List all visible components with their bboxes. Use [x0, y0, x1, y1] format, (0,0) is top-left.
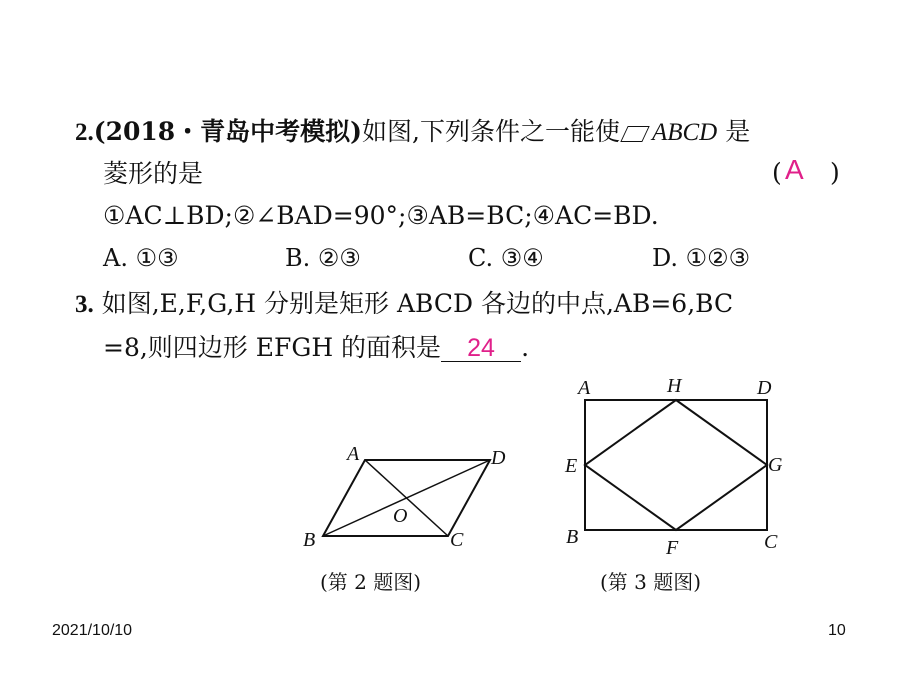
q3-line1 — [75, 288, 733, 321]
rectangle-outline — [585, 400, 767, 530]
fig3-label-h: H — [667, 375, 682, 397]
fig3-label-f: F — [666, 537, 679, 559]
q2-stem-b: 是 — [725, 117, 751, 146]
q3-answer: 24 — [467, 334, 495, 362]
q3-period: . — [521, 333, 530, 362]
fig2-label-o: O — [393, 505, 408, 527]
fig2-label-d: D — [491, 447, 506, 469]
rhombus-efgh — [585, 400, 767, 530]
fig3-label-a: A — [578, 377, 591, 399]
fig3-label-d: D — [757, 377, 772, 399]
q3-number: 3. — [75, 291, 94, 318]
q2-option-c: C. ③④ — [468, 244, 544, 272]
figure-2-caption: (第 2 题图) — [320, 570, 422, 594]
fig2-label-b: B — [303, 529, 316, 551]
figure-3-rectangle — [560, 372, 800, 562]
fig3-label-g: G — [768, 454, 783, 476]
q2-number: 2. — [75, 119, 94, 146]
q2-line1 — [75, 116, 750, 149]
q2-stem-a: 如图,下列条件之一能使 — [362, 117, 620, 146]
fig3-label-b: B — [566, 526, 579, 548]
q3-answer-blank — [441, 335, 521, 362]
q2-shape: ABCD — [651, 119, 718, 146]
q3-text1: 如图,E,F,G,H 分别是矩形 ABCD 各边的中点,AB=6,BC — [101, 289, 734, 318]
page-number: 10 — [828, 622, 846, 639]
parallelogram-symbol-icon — [620, 126, 649, 142]
fig2-label-c: C — [450, 529, 464, 551]
q2-paren-close: ) — [830, 158, 840, 187]
figure-2-parallelogram — [295, 438, 525, 558]
q2-option-d: D. ①②③ — [652, 244, 751, 272]
q3-text2: =8,则四边形 EFGH 的面积是 — [103, 333, 442, 362]
fig2-label-a: A — [347, 443, 360, 465]
fig3-label-c: C — [764, 531, 778, 553]
q2-line2: 菱形的是 — [103, 159, 204, 188]
footer-date: 2021/10/10 — [52, 622, 133, 639]
q2-paren-open: ( — [772, 158, 782, 187]
q2-option-b: B. ②③ — [285, 244, 361, 272]
q2-conditions: ①AC⊥BD;②∠BAD=90°;③AB=BC;④AC=BD. — [103, 201, 659, 230]
q3-line2 — [103, 332, 529, 364]
figure-3-caption: (第 3 题图) — [600, 570, 702, 594]
fig3-label-e: E — [565, 455, 578, 477]
q2-option-a: A. ①③ — [103, 244, 179, 272]
q2-answer: A — [785, 154, 804, 185]
q2-source: (2018・青岛中考模拟) — [93, 117, 362, 146]
